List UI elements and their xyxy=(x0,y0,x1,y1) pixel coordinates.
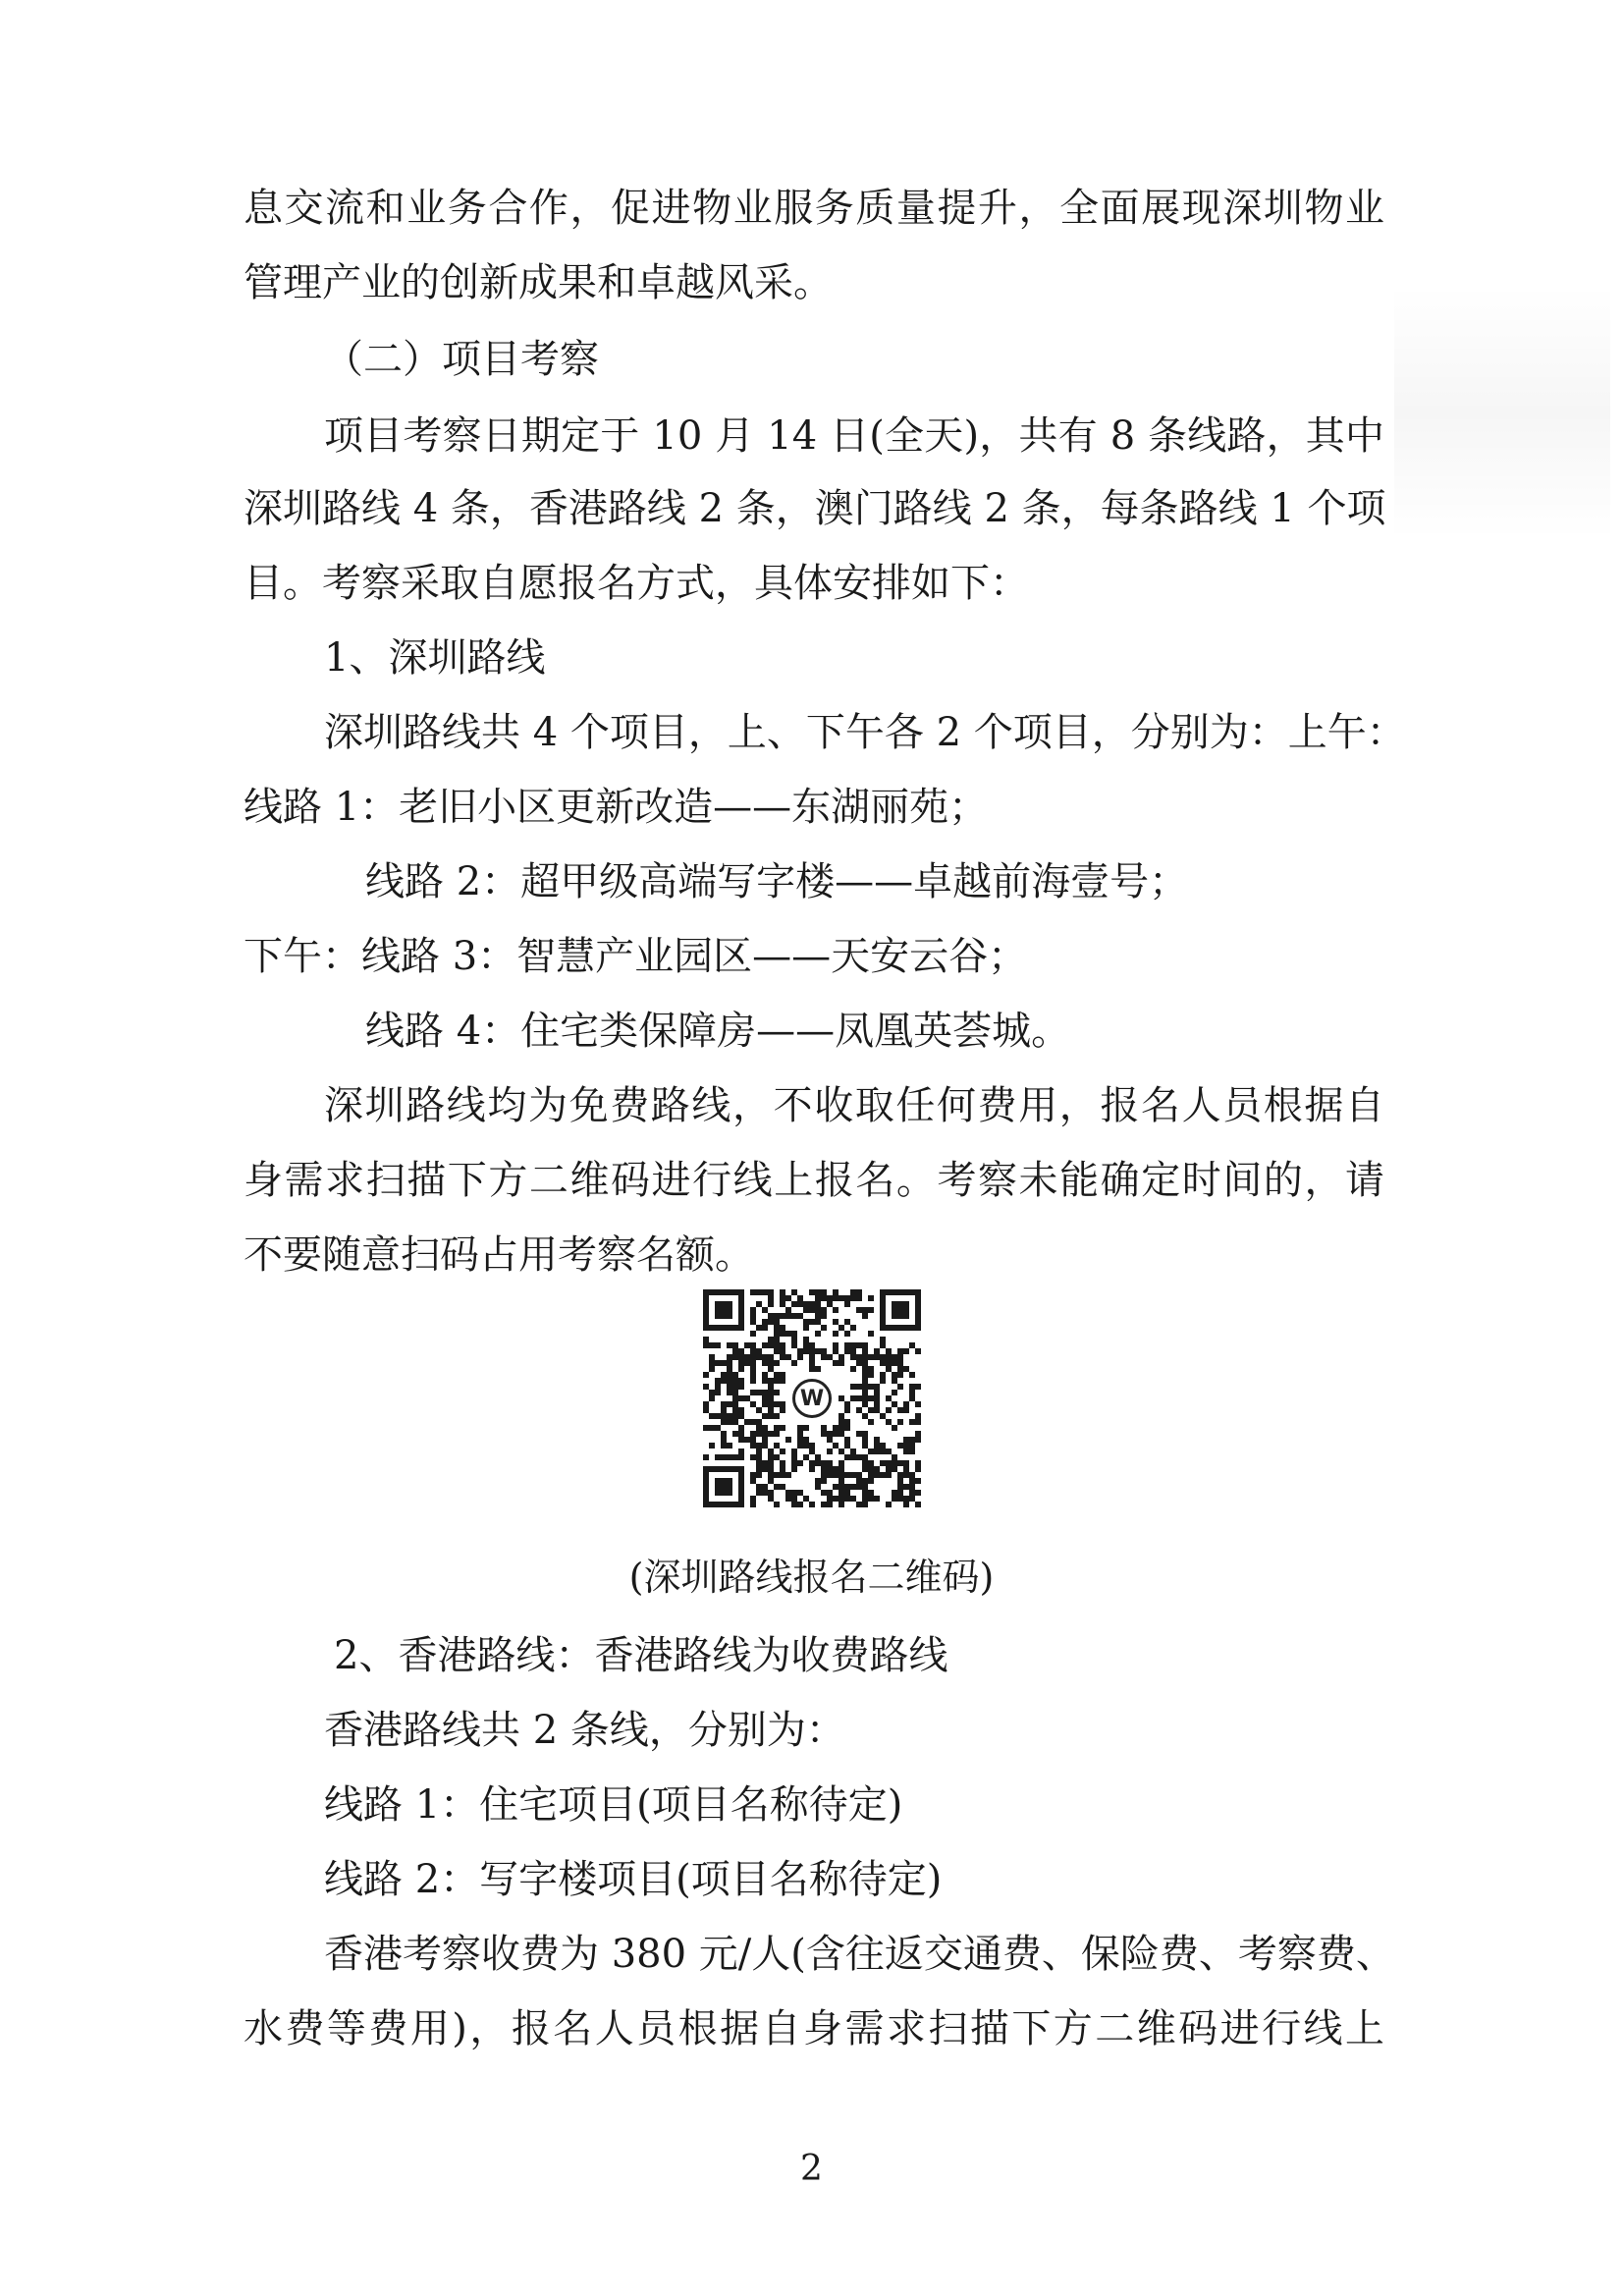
page-number: 2 xyxy=(800,2149,823,2189)
subsection-heading: 2、香港路线：香港路线为收费路线 xyxy=(334,1633,948,1678)
paragraph-line: 深圳路线均为免费路线，不收取任何费用，报名人员根据自 xyxy=(324,1083,1384,1128)
paragraph-line: 不要随意扫码占用考察名额。 xyxy=(243,1232,754,1278)
route-item: 线路 4：住宅类保障房——凤凰英荟城。 xyxy=(365,1009,1071,1054)
registration-qr-code[interactable] xyxy=(703,1289,921,1507)
scan-bleed-through xyxy=(1394,285,1610,540)
qr-caption: (深圳路线报名二维码) xyxy=(628,1556,995,1599)
paragraph-line: 深圳路线 4 条，香港路线 2 条，澳门路线 2 条，每条路线 1 个项 xyxy=(243,486,1386,531)
paragraph-line: 深圳路线共 4 个项目，上、下午各 2 个项目，分别为：上午： xyxy=(324,710,1406,755)
paragraph-line: 项目考察日期定于 10 月 14 日(全天)，共有 8 条线路，其中 xyxy=(324,413,1384,459)
route-item: 线路 1：住宅项目(项目名称待定) xyxy=(324,1782,903,1828)
route-item: 下午：线路 3：智慧产业园区——天安云谷； xyxy=(243,934,1028,979)
section-heading: （二）项目考察 xyxy=(324,337,599,382)
route-item: 线路 1：老旧小区更新改造——东湖丽苑； xyxy=(243,785,989,830)
paragraph-line: 香港考察收费为 380 元/人(含往返交通费、保险费、考察费、 xyxy=(324,1932,1395,1977)
paragraph-line: 目。考察采取自愿报名方式，具体安排如下： xyxy=(243,561,1029,606)
subsection-heading: 1、深圳路线 xyxy=(324,635,546,681)
qr-center-logo: W xyxy=(792,1379,832,1418)
paragraph-line: 息交流和业务合作，促进物业服务质量提升，全面展现深圳物业 xyxy=(243,186,1384,231)
paragraph-line: 身需求扫描下方二维码进行线上报名。考察未能确定时间的，请 xyxy=(243,1158,1384,1203)
paragraph-line: 管理产业的创新成果和卓越风采。 xyxy=(243,260,833,305)
paragraph-line: 香港路线共 2 条线，分别为： xyxy=(324,1708,845,1753)
route-item: 线路 2：超甲级高端写字楼——卓越前海壹号； xyxy=(365,859,1189,904)
paragraph-line: 水费等费用)，报名人员根据自身需求扫描下方二维码进行线上 xyxy=(243,2006,1384,2051)
route-item: 线路 2：写字楼项目(项目名称待定) xyxy=(324,1857,943,1902)
